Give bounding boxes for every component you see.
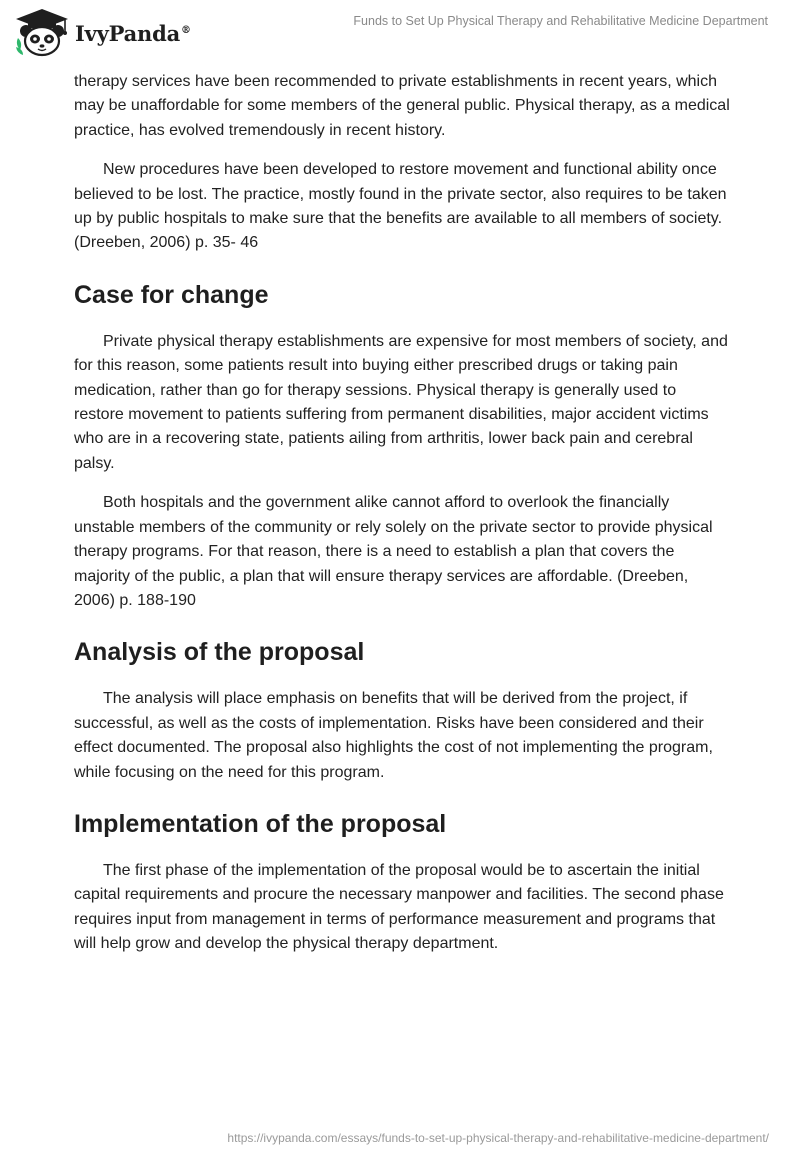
document-title: Funds to Set Up Physical Therapy and Rehabilitative Medicine Department bbox=[353, 14, 768, 28]
source-url[interactable]: https://ivypanda.com/essays/funds-to-set-up-physical-therapy-and-rehabilitative-medicine-department/ bbox=[227, 1131, 769, 1145]
section-heading-analysis: Analysis of the proposal bbox=[74, 638, 365, 667]
section-heading-implementation: Implementation of the proposal bbox=[74, 809, 447, 838]
paragraph: Both hospitals and the government alike cannot afford to overlook the financially unstable members of the community or rely solely on the private sector to provide physical therapy programs. For that reason, there is a need to establish a plan that covers the majority of the public, a plan that will ensure therapy services are affordable. (Dreeben, 2006) p. 188-190 bbox=[74, 494, 713, 609]
paragraph: The analysis will place emphasis on benefits that will be derived from the project, if successful, as well as the costs of implementation. Risks have been considered and their effect documented. The proposal also highlights the cost of not implementing the program, while focusing on the need for this program. bbox=[74, 690, 713, 781]
section-heading-case-for-change: Case for change bbox=[74, 280, 269, 309]
paragraph: therapy services have been recommended to private establishments in recent years, which may be unaffordable for some members of the general public. Physical therapy, as a medical practice, has evolved tremendously in recent history. bbox=[74, 73, 730, 139]
essay-content bbox=[74, 70, 730, 972]
brand-name: IvyPanda® bbox=[75, 20, 191, 46]
ivypanda-logo[interactable] bbox=[14, 8, 191, 58]
paragraph: New procedures have been developed to restore movement and functional ability once believed to be lost. The practice, mostly found in the private sector, also requires to be taken up by public hospitals to make sure that the benefits are available to all members of society. (Dreeben, 2006) p. 35- 46 bbox=[74, 161, 727, 252]
panda-graduate-icon bbox=[14, 8, 70, 58]
page-header bbox=[0, 0, 800, 70]
paragraph: The first phase of the implementation of the proposal would be to ascertain the initial capital requirements and procure the necessary manpower and facilities. The second phase requires input from management in terms of performance measurement and programs that will help grow and develop the physical therapy department. bbox=[74, 861, 724, 953]
paragraph: Private physical therapy establishments are expensive for most members of society, and for this reason, some patients result into buying either prescribed drugs or taking pain medication, rather than go for therapy sessions. Physical therapy is generally used to restore movement to patients suffering from permanent disabilities, major accident victims who are in a recovering state, patients ailing from arthritis, lower back pain and cerebral palsy. bbox=[74, 332, 728, 472]
